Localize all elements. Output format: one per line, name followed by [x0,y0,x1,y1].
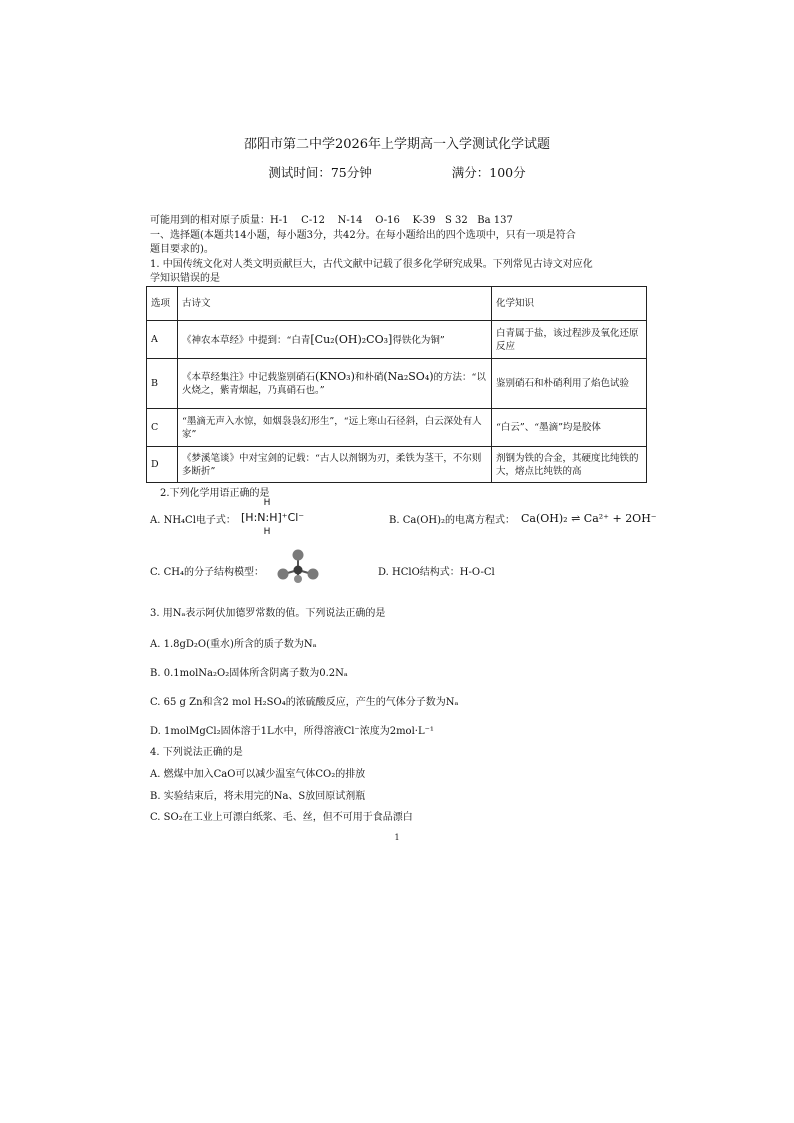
row-chem: 剂钢为铁的合金，其硬度比纯铁的大，熔点比纯铁的高 [492,447,647,483]
carbon-atom [294,566,303,575]
exam-subtitle [0,163,794,181]
row-poem: “墨滴无声入水惊，如烟袅袅幻形生”，“远上寒山石径斜，白云深处有人家” [178,409,492,447]
row-poem: 《本草经集注》中记载鉴别硝石(KNO₃)和朴硝(Na₂SO₄)的方法：“以火烧之，紫青烟起，乃真硝石也。” [178,359,492,409]
table-row [147,359,647,409]
row-poem: 《梦溪笔谈》中对宝剑的记载：“古人以剂钢为刃，柔铁为茎干，不尔则多断折” [178,447,492,483]
q2-option-c-label: C. CH₄的分子结构模型： [150,567,265,578]
q2-option-b-label: B. Ca(OH)₂的电离方程式： [389,515,516,526]
table-row [147,447,647,483]
electron-formula-main: [H:N:H]⁺Cl⁻ [241,511,305,524]
q4-stem: 4. 下列说法正确的是 [150,747,243,758]
header-option: 选项 [147,287,178,321]
row-option: B [147,359,178,409]
row-option: A [147,321,178,359]
q2-option-d: D. HClO结构式：H-O-Cl [378,567,495,578]
q3-stem: 3. 用Nₐ表示阿伏加德罗常数的值。下列说法正确的是 [150,608,386,619]
header-poem: 古诗文 [178,287,492,321]
row-chem: 鉴别硝石和朴硝利用了焰色试验 [492,359,647,409]
q1-stem-line2: 学知识错误的是 [150,273,220,284]
q3-option-c: C. 65 g Zn和含2 mol H₂SO₄的浓硫酸反应，产生的气体分子数为Nₐ [150,697,459,708]
page-number: 1 [394,833,400,842]
hydrogen-atom [293,550,304,561]
q4-option-a: A. 燃煤中加入CaO可以减少温室气体CO₂的排放 [150,769,366,780]
row-chem: “白云”、“墨滴”均是胶体 [492,409,647,447]
exam-title: 邵阳市第二中学2026年上学期高一入学测试化学试题 [243,137,551,152]
row-poem: 《神农本草经》中提到：“白青[Cu₂(OH)₂CO₃]得铁化为铜” [178,321,492,359]
ch4-ball-stick-model [272,548,324,586]
section-heading-line1: 一、选择题(本题共14小题，每小题3分，共42分。在每小题给出的四个选项中，只有一项是符合 [150,230,576,241]
table-row [147,409,647,447]
table-row [147,321,647,359]
full-score: 满分：100分 [451,165,526,180]
section-heading-line2: 题目要求的)。 [150,244,214,255]
q4-option-c: C. SO₂在工业上可漂白纸浆、毛、丝，但不可用于食品漂白 [150,812,413,823]
hydrogen-atom [278,569,289,580]
q4-option-b: B. 实验结束后，将未用完的Na、S放回原试剂瓶 [150,791,366,802]
electron-formula-h-bottom: H [263,527,271,537]
q1-table [146,286,647,483]
q1-stem-line1: 1. 中国传统文化对人类文明贡献巨大，古代文献中记载了很多化学研究成果。下列常见古诗文对应化 [150,259,593,270]
row-option: C [147,409,178,447]
q3-option-a: A. 1.8gD₂O(重水)所含的质子数为Nₐ [150,639,317,650]
q3-option-b: B. 0.1molNa₂O₂固体所含阴离子数为0.2Nₐ [150,668,348,679]
q1-table-header [147,287,647,321]
hydrogen-atom [308,569,319,580]
hydrogen-atom [294,575,302,583]
test-time: 测试时间：75分钟 [268,165,372,180]
caoh2-ionization: Ca(OH)₂ ⇌ Ca²⁺ + 2OH⁻ [521,512,657,525]
atomic-mass-line: 可能用到的相对原子质量：H-1 C-12 N-14 O-16 K-39 S 32 Ba 137 [150,215,513,226]
nh4cl-electron-formula [241,498,317,542]
q3-option-d: D. 1molMgCl₂固体溶于1L水中，所得溶液Cl⁻浓度为2mol·L⁻¹ [150,726,434,737]
q2-option-a-label: A. NH₄Cl电子式： [150,515,236,526]
row-chem: 白青属于盐，该过程涉及氧化还原反应 [492,321,647,359]
header-chem: 化学知识 [492,287,647,321]
row-option: D [147,447,178,483]
electron-formula-h-top: H [263,498,271,508]
q2-stem: 2.下列化学用语正确的是 [160,488,270,499]
